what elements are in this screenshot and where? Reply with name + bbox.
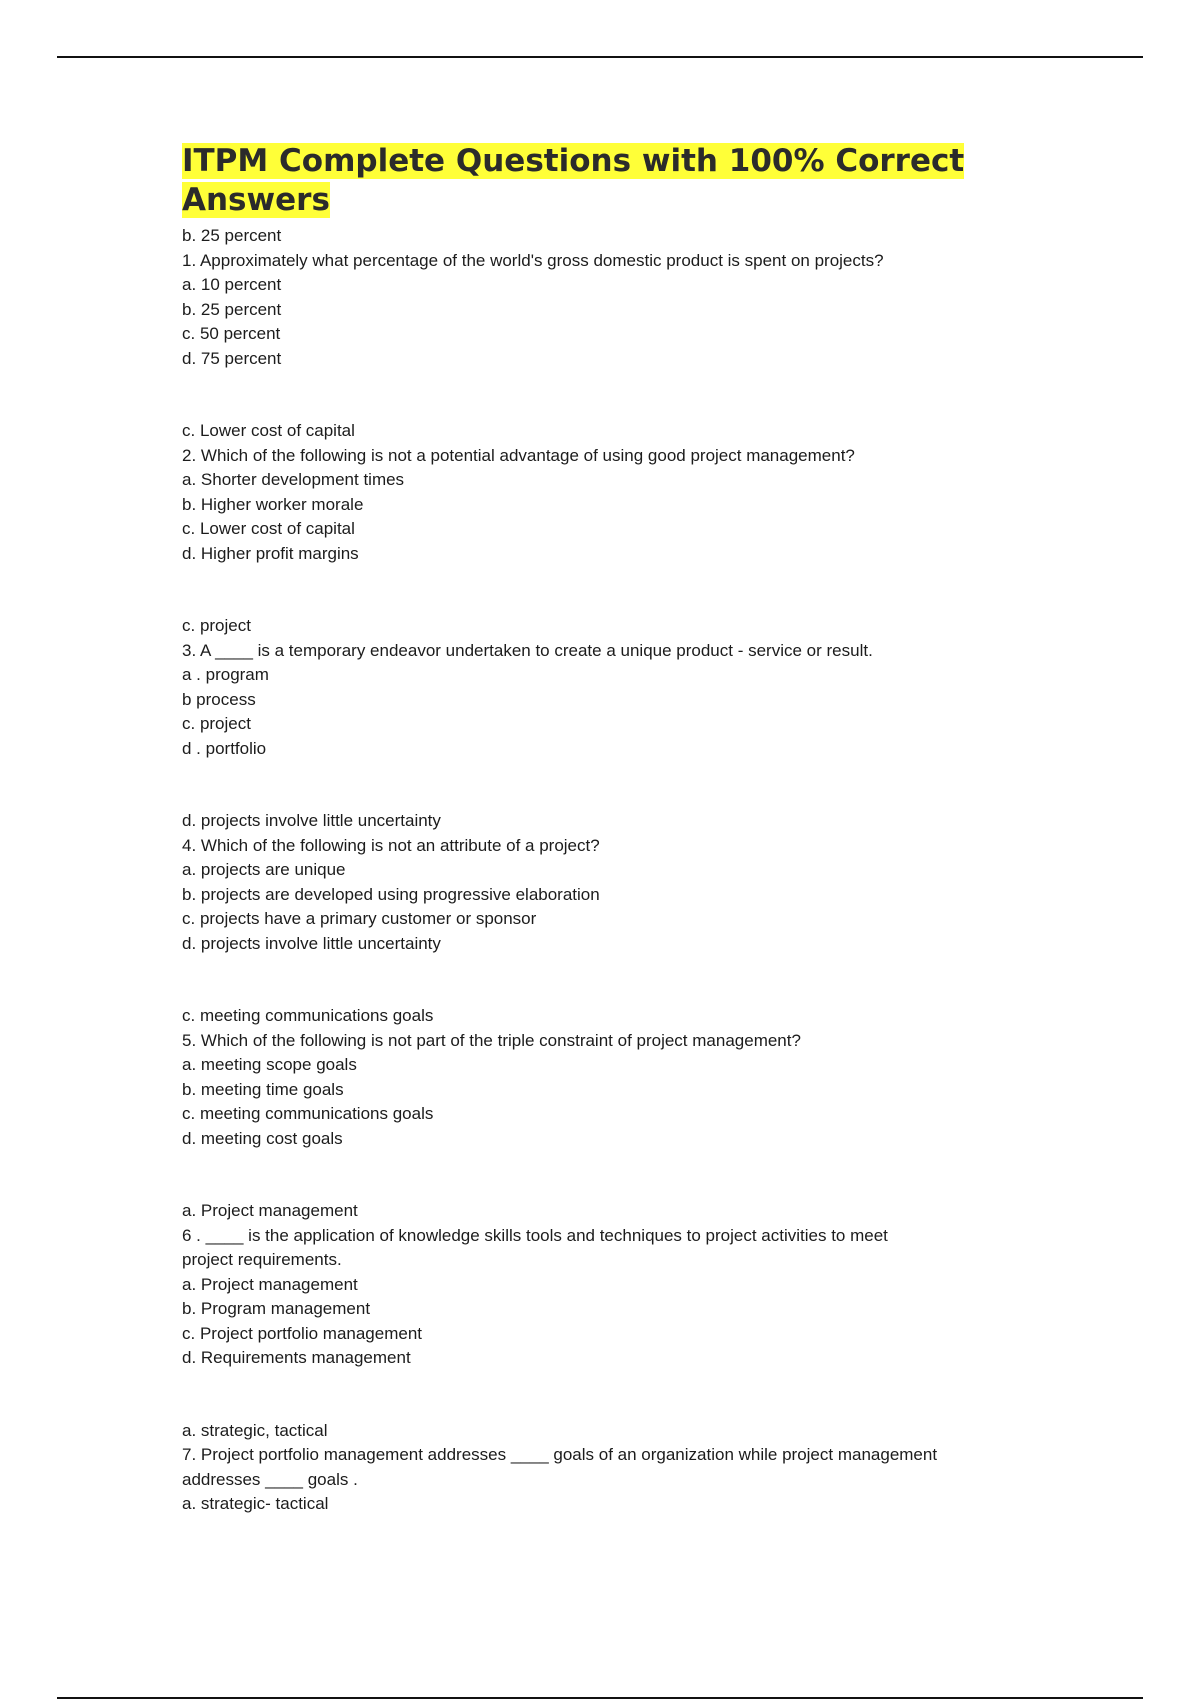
- option-b: b. Program management: [182, 1299, 371, 1318]
- option-d: d. Requirements management: [182, 1348, 411, 1367]
- option-a: a. strategic- tactical: [182, 1494, 329, 1513]
- answer-line: c. project: [182, 616, 251, 635]
- question-text: 4. Which of the following is not an attribute of a project?: [182, 835, 600, 855]
- footer-rule: [57, 1697, 1143, 1699]
- title-highlight: ITPM Complete Questions with 100% Correct Answers: [182, 143, 965, 218]
- question-block-7: [182, 1419, 1062, 1517]
- option-b: b. Higher worker morale: [182, 494, 364, 514]
- answer-line: c. Lower cost of capital: [182, 421, 355, 440]
- question-text: 3. A ____ is a temporary endeavor undertaken to create a unique product - service or result.: [182, 640, 873, 660]
- option-c: c. 50 percent: [182, 324, 281, 343]
- option-c: c. project: [182, 714, 251, 733]
- option-a: a. Shorter development times: [182, 470, 405, 489]
- answer-line: d. projects involve little uncertainty: [182, 811, 441, 830]
- question-block-4: [182, 809, 1062, 956]
- option-d: d. Higher profit margins: [182, 543, 359, 563]
- option-b: b. 25 percent: [182, 299, 282, 319]
- option-a: a. meeting scope goals: [182, 1055, 357, 1074]
- document-body: [182, 142, 1062, 1517]
- question-block-3: [182, 614, 1062, 761]
- question-text: 2. Which of the following is not a potential advantage of using good project management?: [182, 445, 855, 465]
- option-a: a. 10 percent: [182, 275, 282, 294]
- option-a: a. projects are unique: [182, 860, 346, 879]
- option-a: a . program: [182, 665, 269, 684]
- question-text: 1. Approximately what percentage of the world's gross domestic product is spent on projects?: [182, 250, 884, 270]
- question-block-5: [182, 1004, 1062, 1151]
- question-text: 5. Which of the following is not part of the triple constraint of project management?: [182, 1030, 801, 1050]
- option-d: d. 75 percent: [182, 348, 282, 368]
- question-text: 7. Project portfolio management addresses ____ goals of an organization while project management addresses ____ goals .: [182, 1445, 942, 1489]
- question-block-1: [182, 224, 1062, 371]
- option-c: c. meeting communications goals: [182, 1104, 434, 1123]
- answer-line: c. meeting communications goals: [182, 1006, 434, 1025]
- option-b: b process: [182, 689, 256, 709]
- option-c: c. Lower cost of capital: [182, 519, 355, 538]
- question-text: 6 . ____ is the application of knowledge skills tools and techniques to project activities to meet project requirements.: [182, 1225, 893, 1269]
- option-c: c. Project portfolio management: [182, 1323, 423, 1343]
- option-b: b. meeting time goals: [182, 1079, 344, 1099]
- answer-line: b. 25 percent: [182, 226, 282, 245]
- question-block-6: [182, 1199, 1062, 1371]
- question-block-2: [182, 419, 1062, 566]
- answer-line: a. Project management: [182, 1201, 358, 1220]
- option-a: a. Project management: [182, 1274, 358, 1294]
- option-b: b. projects are developed using progressive elaboration: [182, 884, 600, 904]
- document-title: [182, 142, 1062, 220]
- answer-line: a. strategic, tactical: [182, 1420, 328, 1440]
- header-rule: [57, 56, 1143, 58]
- option-d: d. projects involve little uncertainty: [182, 933, 441, 953]
- option-d: d. meeting cost goals: [182, 1128, 343, 1148]
- option-c: c. projects have a primary customer or sponsor: [182, 909, 537, 928]
- option-d: d . portfolio: [182, 738, 267, 758]
